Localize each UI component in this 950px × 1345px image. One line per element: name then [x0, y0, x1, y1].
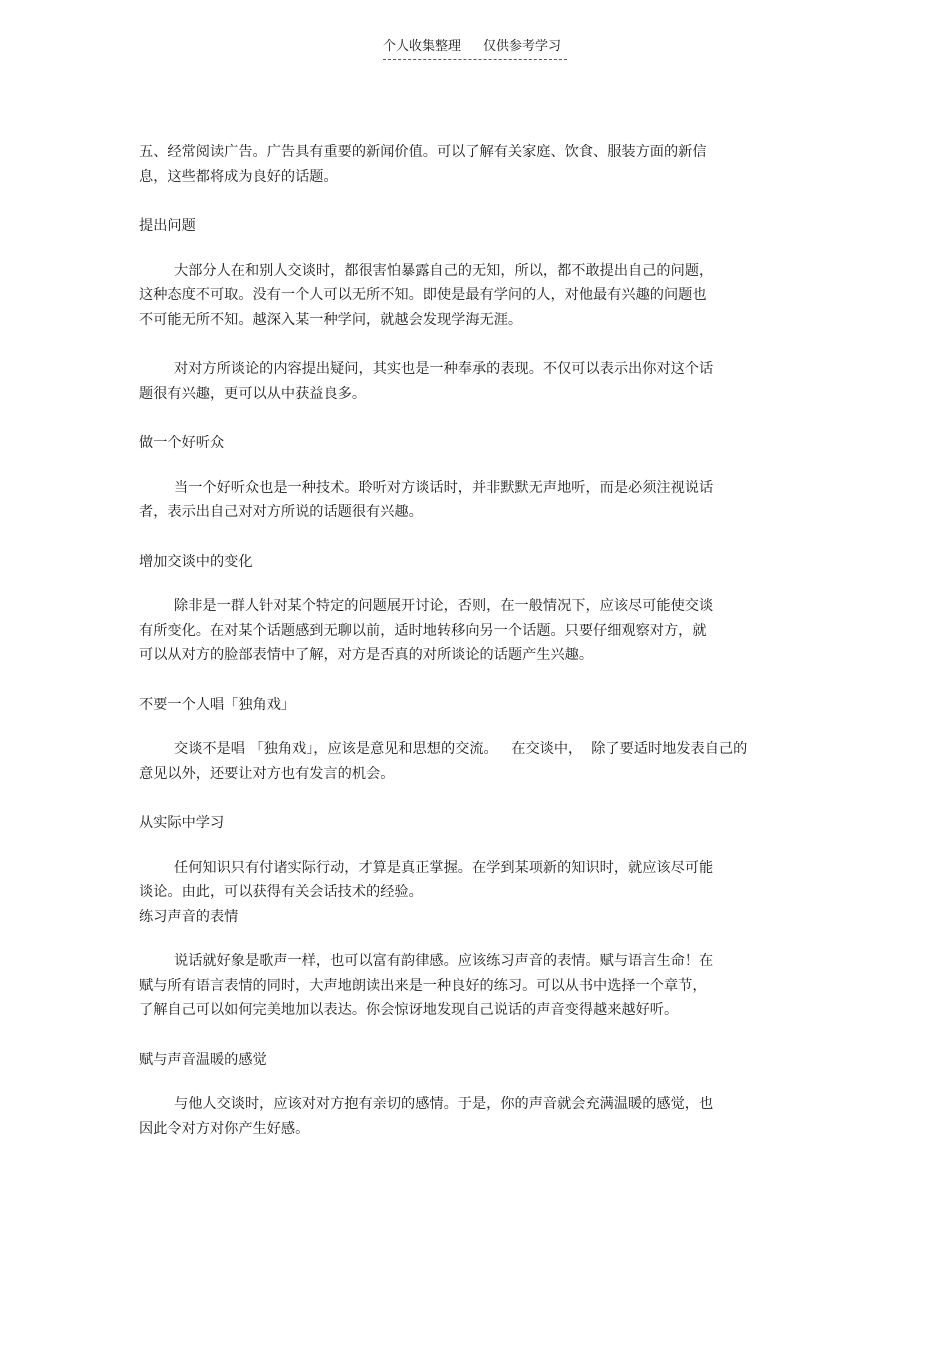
section-heading: 增加交谈中的变化 — [139, 553, 253, 570]
paragraph-line: 可以从对方的脸部表情中了解，对方是否真的对所谈论的话题产生兴趣。 — [139, 647, 594, 663]
paragraph-line: 谈论。由此，可以获得有关会话技术的经验。 — [139, 884, 423, 900]
paragraph — [139, 949, 799, 1023]
block-spacer — [139, 574, 799, 594]
paragraph — [139, 737, 799, 786]
paragraph-line: 题很有兴趣，更可以从中获益良多。 — [139, 385, 367, 402]
paragraph-line: 这种态度不可取。没有一个人可以无所不知。即使是最有学问的人，对他最有兴趣的问题也 — [139, 287, 707, 303]
page-header — [383, 38, 567, 60]
paragraph-line: 说话就好象是歌声一样，也可以富有韵律感。应该练习声音的表情。赋与语言生命！在 — [174, 953, 714, 969]
block-spacer — [139, 1072, 799, 1092]
block-spacer — [139, 668, 799, 693]
block-spacer — [139, 456, 799, 476]
section-heading: 赋与声音温暖的感觉 — [139, 1051, 267, 1068]
paragraph — [139, 259, 799, 333]
paragraph-line: 五、经常阅读广告。广告具有重要的新闻价值。可以了解有关家庭、饮食、服装方面的新信 — [139, 144, 707, 160]
block-spacer — [139, 1023, 799, 1048]
block-spacer — [139, 929, 799, 949]
section-heading: 不要一个人唱「独角戏」 — [139, 696, 296, 713]
paragraph-line: 不可能无所不知。越深入某一种学问，就越会发现学海无涯。 — [139, 311, 523, 328]
block-spacer — [139, 525, 799, 550]
paragraph-line: 了解自己可以如何完美地加以表达。你会惊讶地发现自己说话的声音变得越来越好听。 — [139, 1002, 679, 1018]
paragraph-line: 息，这些都将成为良好的话题。 — [139, 168, 338, 185]
paragraph-line: 当一个好听众也是一种技术。聆听对方谈话时，并非默默无声地听，而是必须注视说话 — [174, 479, 714, 496]
header-right-text: 仅供参考学习 — [483, 39, 562, 54]
paragraph-line: 赋与所有语言表情的同时，大声地朗读出来是一种良好的练习。可以从书中选择一个章节， — [139, 977, 707, 994]
block-spacer — [139, 717, 799, 737]
block-spacer — [139, 836, 799, 856]
block-spacer — [139, 332, 799, 357]
paragraph — [139, 476, 799, 525]
section-heading: 练习声音的表情 — [139, 908, 239, 925]
paragraph-line: 有所变化。在对某个话题感到无聊以前，适时地转移向另一个话题。只要仔细观察对方，就 — [139, 622, 707, 639]
paragraph — [139, 357, 799, 406]
paragraph-line: 对对方所谈论的内容提出疑问，其实也是一种奉承的表现。不仅可以表示出你对这个话 — [174, 361, 714, 377]
paragraph-line: 交谈不是唱 「独角戏」，应该是意见和思想的交流。 在交谈中， 除了要适时地发表自己的 — [174, 741, 748, 757]
block-spacer — [139, 239, 799, 259]
document-body — [139, 140, 799, 1141]
paragraph — [139, 594, 799, 668]
block-spacer — [139, 786, 799, 811]
paragraph-line: 除非是一群人针对某个特定的问题展开讨论，否则，在一般情况下，应该尽可能使交谈 — [174, 598, 714, 614]
section-heading: 提出问题 — [139, 218, 196, 234]
paragraph — [139, 140, 799, 189]
block-spacer — [139, 189, 799, 214]
paragraph-line: 大部分人在和别人交谈时，都很害怕暴露自己的无知，所以，都不敢提出自己的问题， — [174, 262, 714, 279]
paragraph-line: 因此令对方对你产生好感。 — [139, 1120, 310, 1137]
section-heading: 做一个好听众 — [139, 435, 225, 451]
paragraph-line: 者，表示出自己对对方所说的话题很有兴趣。 — [139, 504, 423, 520]
header-left-text: 个人收集整理 — [383, 39, 462, 54]
paragraph-line: 任何知识只有付诸实际行动，才算是真正掌握。在学到某项新的知识时，就应该尽可能 — [174, 859, 714, 876]
paragraph-line: 意见以外，还要让对方也有发言的机会。 — [139, 765, 395, 782]
section-heading: 从实际中学习 — [139, 815, 225, 831]
block-spacer — [139, 406, 799, 431]
paragraph — [139, 856, 799, 905]
paragraph — [139, 1092, 799, 1141]
paragraph-line: 与他人交谈时，应该对对方抱有亲切的感情。于是，你的声音就会充满温暖的感觉，也 — [174, 1096, 714, 1112]
